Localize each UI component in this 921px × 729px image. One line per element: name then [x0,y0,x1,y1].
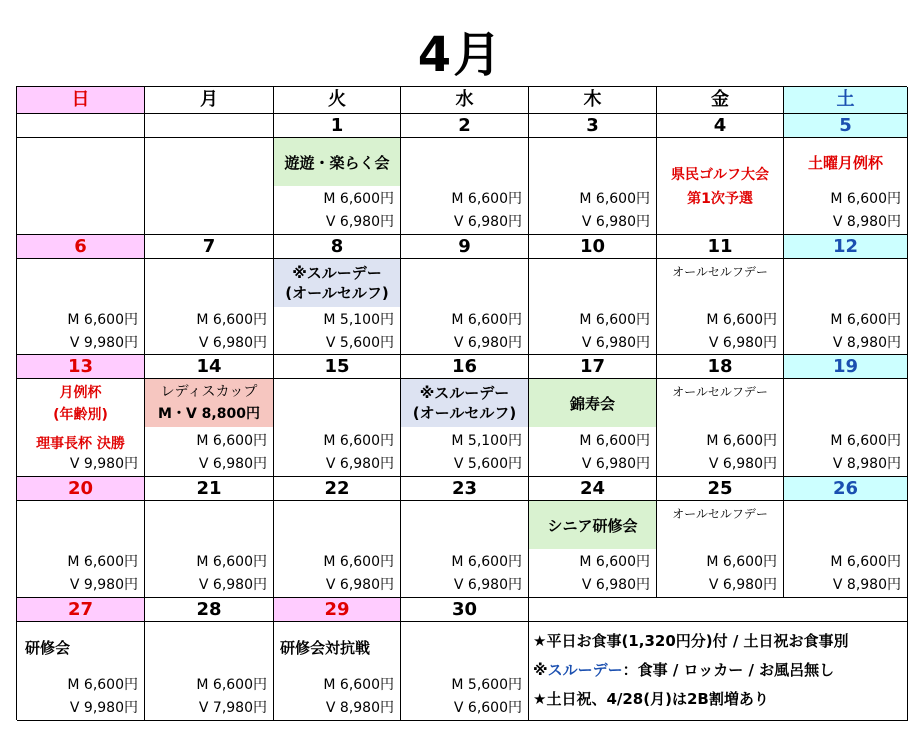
day-number: 7 [145,235,274,259]
day-number: 10 [529,235,657,259]
day-cell [784,138,908,235]
note-highlight: スルーデー [547,661,623,679]
day-cell [657,259,784,355]
day-number: 26 [784,477,908,501]
price-member: M 6,600円 [67,677,138,693]
day-number: 2 [401,114,529,138]
price-member: M 6,600円 [196,677,267,693]
day-number: 29 [274,598,401,622]
day-number: 5 [784,114,908,138]
event-line: (オールセルフ) [412,404,517,422]
event-label: 遊遊・楽らく会 [274,138,400,186]
note-prefix: ※ [533,661,548,679]
price-member: M 6,600円 [323,191,394,207]
page-title: 4月 [417,27,504,83]
day-cell [17,501,145,598]
event-line: ※スルーデー [292,264,382,282]
day-cell [145,379,274,477]
day-cell [401,259,529,355]
event-label: オールセルフデー [672,385,768,399]
event-label: 研修会対抗戦 [280,639,371,657]
event-line: (オールセルフ) [285,284,389,302]
day-cell [274,259,401,355]
price-visitor: V 6,980円 [453,214,522,230]
price-member: M 6,600円 [830,312,901,328]
price-member: M 6,600円 [67,312,138,328]
price-member: M 6,600円 [196,433,267,449]
day-cell [17,379,145,477]
price-member: M 6,600円 [706,312,777,328]
price-member: M 5,100円 [323,312,394,328]
weekday-header-wed: 水 [401,87,529,114]
price-visitor: V 6,980円 [325,214,394,230]
weekday-header-fri: 金 [657,87,784,114]
day-number: 27 [17,598,145,622]
price-visitor: V 9,980円 [69,700,138,716]
weekday-header-thu: 木 [529,87,657,114]
event-label: 月例杯 [59,385,102,401]
day-number: 12 [784,235,908,259]
day-cell [657,501,784,598]
event-label [145,379,273,427]
day-cell [401,138,529,235]
price-visitor: V 8,980円 [832,335,901,351]
price-member: M 6,600円 [323,554,394,570]
day-number: 18 [657,355,784,379]
day-number: 14 [145,355,274,379]
price-member: M 5,600円 [451,677,522,693]
day-number: 17 [529,355,657,379]
note-line: ★土日祝、4/28(月)は2B割増あり [533,690,769,708]
event-line: レディスカップ [160,384,258,400]
price-member: M 6,600円 [706,554,777,570]
day-cell [17,259,145,355]
day-cell [274,138,401,235]
day-cell [657,379,784,477]
price-visitor: V 9,980円 [69,335,138,351]
day-cell [529,138,657,235]
price-visitor: V 7,980円 [198,700,267,716]
day-number: 24 [529,477,657,501]
price-visitor: V 9,980円 [69,577,138,593]
price-visitor: V 6,980円 [581,214,650,230]
day-number: 15 [274,355,401,379]
day-cell [274,622,401,721]
day-cell [401,501,529,598]
day-cell [784,501,908,598]
day-number: 13 [17,355,145,379]
note-line [533,657,907,684]
price-visitor: V 5,600円 [453,456,522,472]
price-visitor: V 6,980円 [708,335,777,351]
price-visitor: V 6,980円 [453,335,522,351]
day-cell [145,501,274,598]
price-visitor: V 8,980円 [832,456,901,472]
price-member: M 6,600円 [196,554,267,570]
price-member: M 6,600円 [830,433,901,449]
day-cell [145,622,274,721]
notes-box [529,622,908,721]
price-visitor: V 9,980円 [69,456,138,472]
price-member: M 6,600円 [196,312,267,328]
day-cell [17,622,145,721]
empty-cell [529,598,908,622]
day-number: 4 [657,114,784,138]
price-visitor: V 6,600円 [453,700,522,716]
day-number: 3 [529,114,657,138]
price-member: M 6,600円 [451,191,522,207]
price-visitor: V 8,980円 [832,577,901,593]
event-label: 第1次予選 [687,191,753,207]
price-visitor: V 6,980円 [453,577,522,593]
day-cell [401,379,529,477]
event-label: 土曜月例杯 [807,154,883,172]
price-visitor: V 6,980円 [708,577,777,593]
event-label: オールセルフデー [672,507,768,521]
price-member: M 6,600円 [323,433,394,449]
price-member: M 6,600円 [830,191,901,207]
event-label: 県民ゴルフ大会 [671,167,769,183]
day-cell [529,259,657,355]
day-number: 9 [401,235,529,259]
price-member: M 6,600円 [706,433,777,449]
price-visitor: V 5,600円 [325,335,394,351]
price-visitor: V 6,980円 [581,335,650,351]
note-line: ★平日お食事(1,320円分)付 / 土日祝お食事別 [533,632,849,650]
weekday-header-sat: 土 [784,87,908,114]
price-member: M 5,100円 [451,433,522,449]
price-member: M 6,600円 [579,433,650,449]
price-member: M 6,600円 [451,554,522,570]
price-member: M 6,600円 [323,677,394,693]
day-number [17,114,145,138]
price-visitor: V 8,980円 [832,214,901,230]
price-member: M 6,600円 [579,554,650,570]
event-line: M・V 8,800円 [158,406,260,422]
day-cell [145,138,274,235]
day-number: 30 [401,598,529,622]
day-number: 1 [274,114,401,138]
price-visitor: V 8,980円 [325,700,394,716]
weekday-header-tue: 火 [274,87,401,114]
day-cell [657,138,784,235]
day-number: 16 [401,355,529,379]
event-label: シニア研修会 [529,501,656,549]
day-number: 19 [784,355,908,379]
price-visitor: V 6,980円 [198,335,267,351]
day-cell [529,379,657,477]
price-visitor: V 6,980円 [198,456,267,472]
event-label: (年齢別) [53,407,108,423]
day-number: 21 [145,477,274,501]
price-member: M 6,600円 [67,554,138,570]
day-number: 20 [17,477,145,501]
price-member: M 6,600円 [830,554,901,570]
event-label: 研修会 [25,639,71,657]
day-cell [529,501,657,598]
weekday-header-sun: 日 [17,87,145,114]
day-number: 25 [657,477,784,501]
day-cell [145,259,274,355]
price-member: M 6,600円 [579,191,650,207]
event-label: 錦寿会 [529,379,656,427]
day-number: 23 [401,477,529,501]
day-cell [17,138,145,235]
event-label: 理事長杯 決勝 [36,436,125,452]
day-cell [784,259,908,355]
price-member: M 6,600円 [579,312,650,328]
weekday-header-mon: 月 [145,87,274,114]
event-label: オールセルフデー [672,265,768,279]
calendar-grid [16,86,907,720]
price-visitor: V 6,980円 [708,456,777,472]
price-visitor: V 6,980円 [198,577,267,593]
price-member: M 6,600円 [451,312,522,328]
day-cell [401,622,529,721]
event-line: ※スルーデー [419,384,510,402]
day-number: 11 [657,235,784,259]
event-label [274,259,400,307]
day-number: 22 [274,477,401,501]
price-visitor: V 6,980円 [581,456,650,472]
day-number: 6 [17,235,145,259]
day-number [145,114,274,138]
note-rest: ：食事 / ロッカー / お風呂無し [622,661,835,679]
price-visitor: V 6,980円 [581,577,650,593]
day-cell [274,379,401,477]
day-number: 8 [274,235,401,259]
price-visitor: V 6,980円 [325,577,394,593]
day-cell [784,379,908,477]
event-label [401,379,528,427]
day-cell [274,501,401,598]
day-number: 28 [145,598,274,622]
price-visitor: V 6,980円 [325,456,394,472]
